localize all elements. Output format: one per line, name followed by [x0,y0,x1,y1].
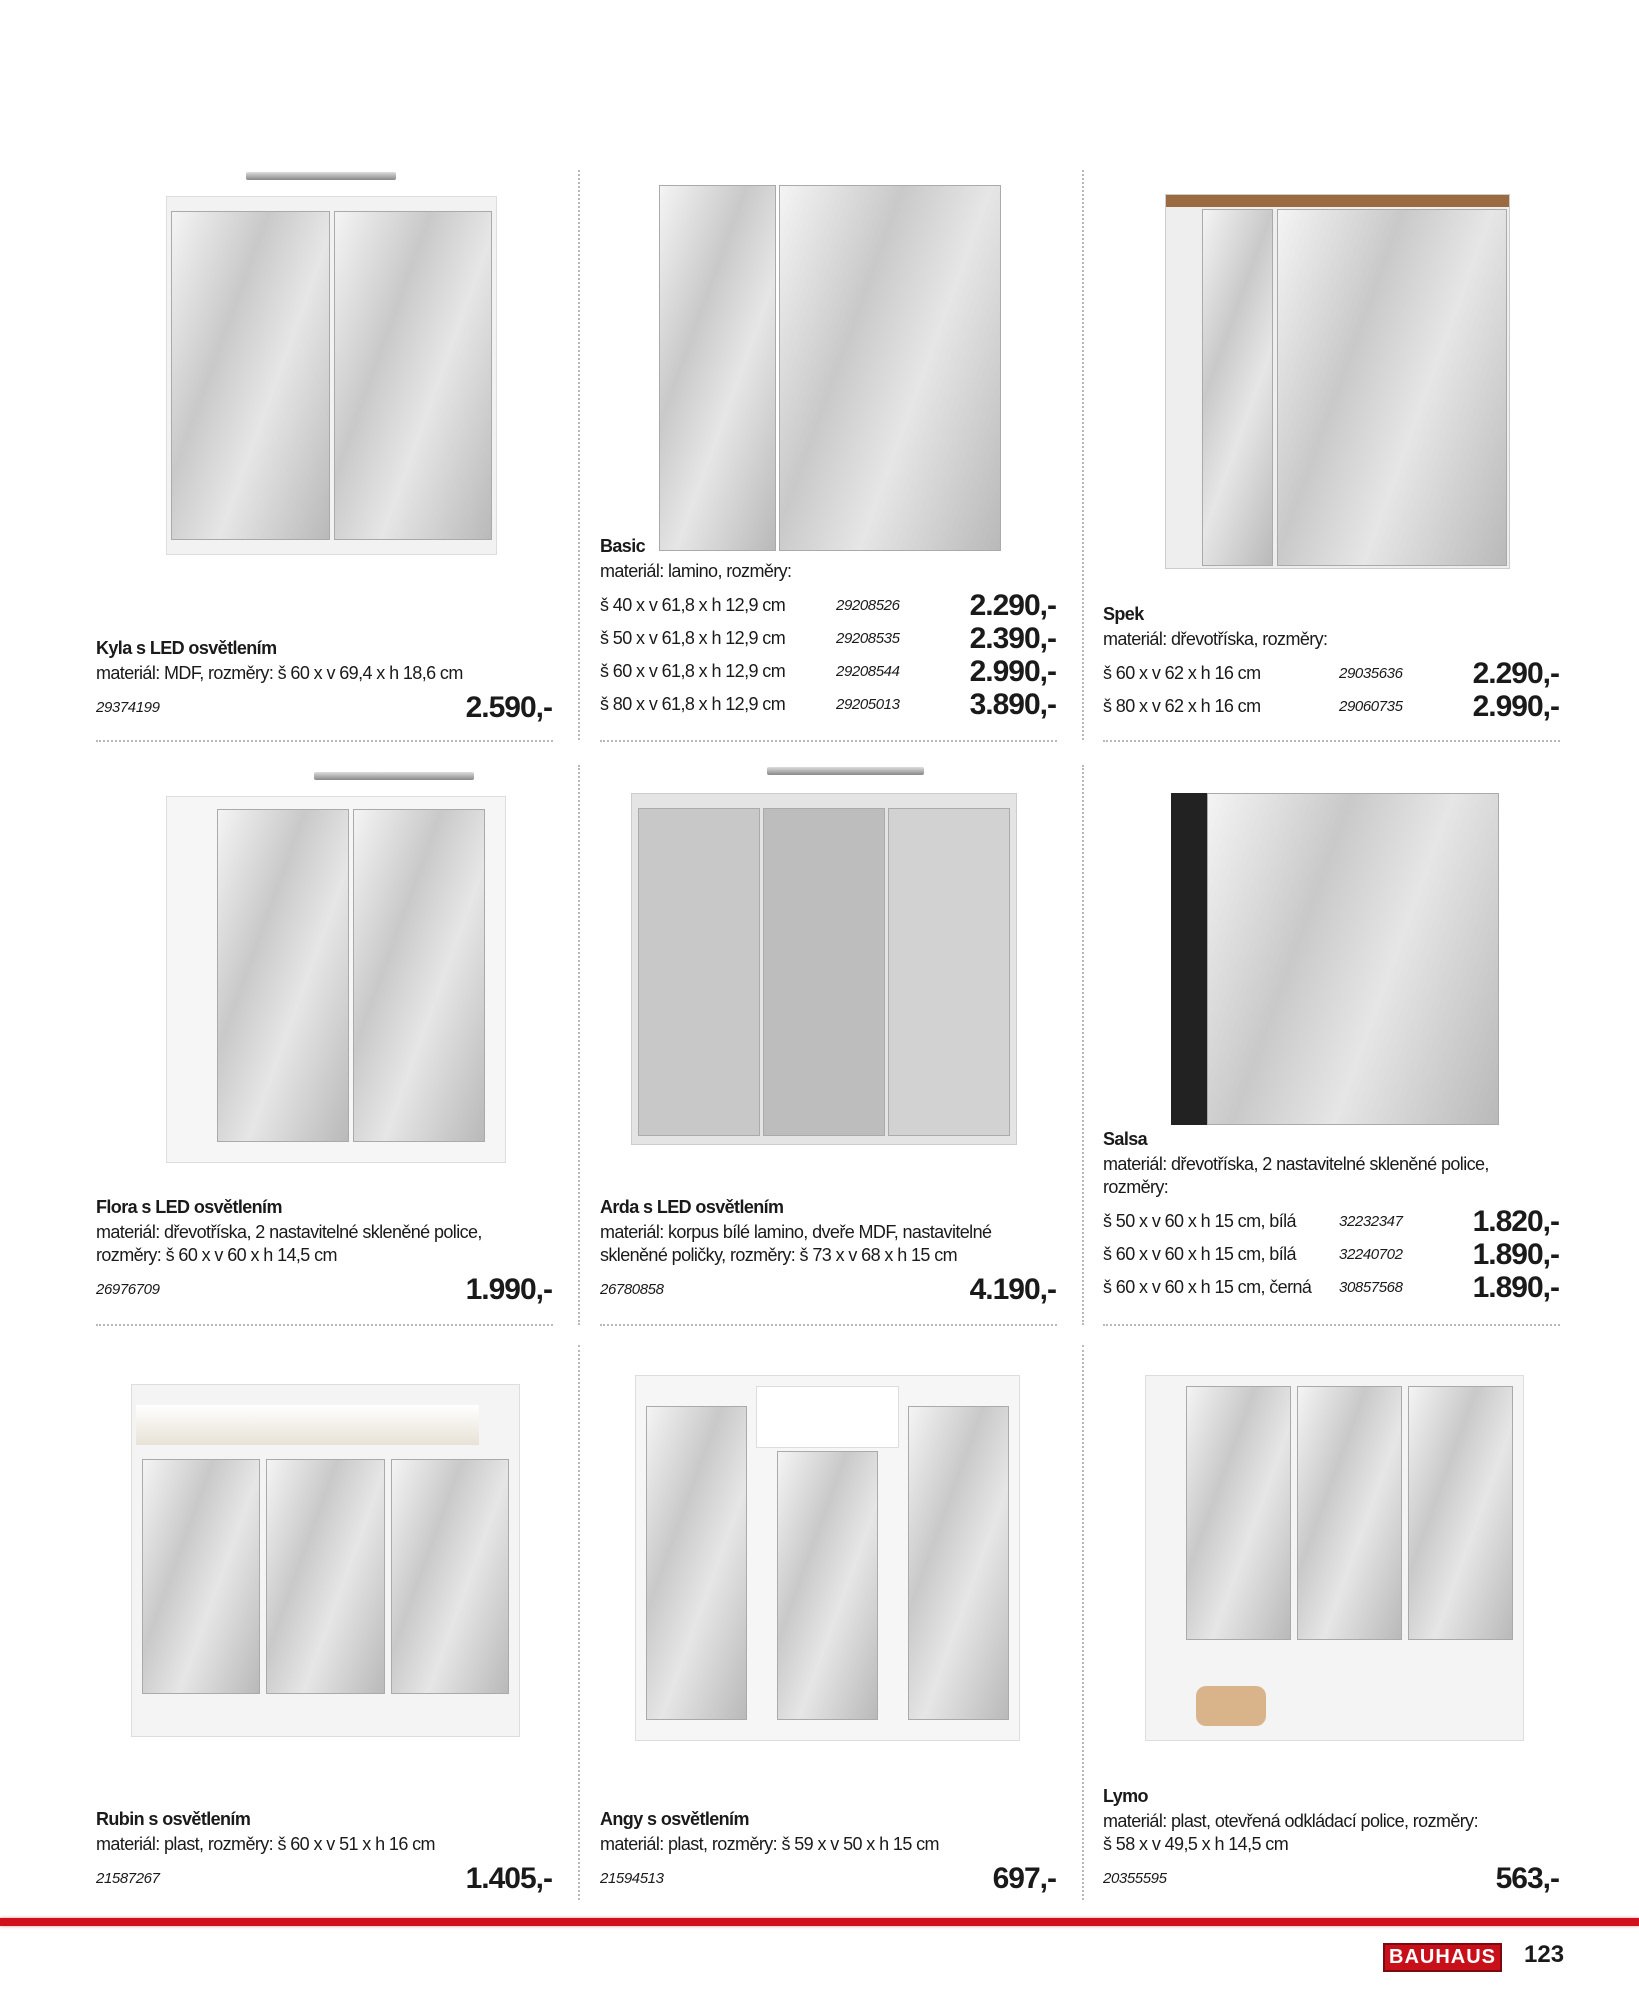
column-divider [578,170,580,740]
article-number: 21594513 [600,1870,664,1887]
product-basic [600,532,1056,721]
product-image-lymo [1145,1375,1524,1741]
price: 2.990,- [969,654,1056,688]
dimensions: š 50 x v 60 x h 15 cm, bílá [1103,1211,1296,1231]
price: 1.890,- [1472,1270,1559,1304]
column-divider [1082,765,1084,1325]
product-image-angy [635,1375,1020,1741]
led-lamp [246,172,396,180]
product-material: materiál: dřevotříska, rozměry: [1103,629,1328,649]
column-divider [1082,1345,1084,1900]
product-material: š 58 x v 49,5 x h 14,5 cm [1103,1834,1289,1854]
column-divider [1082,170,1084,740]
variant-row [1103,1238,1559,1271]
article-number: 21587267 [96,1870,160,1887]
article-number: 29060735 [1339,698,1403,715]
product-title: Flora s LED osvětlením [96,1197,282,1217]
article-number: 30857568 [1339,1279,1403,1296]
article-number: 20355595 [1103,1870,1167,1887]
product-material: materiál: dřevotříska, 2 nastavitelné skleněné police, [1103,1154,1489,1174]
price: 2.290,- [969,588,1056,622]
variant-row [600,589,1056,622]
product-title: Lymo [1103,1786,1148,1806]
product-image-kyla [166,196,497,555]
dimensions: š 60 x v 60 x h 15 cm, bílá [1103,1244,1296,1264]
price: 1.990,- [465,1272,552,1306]
price: 563,- [1495,1861,1559,1895]
product-flora [96,1193,552,1306]
row-divider [1103,1324,1560,1326]
variant-row [600,622,1056,655]
article-number: 29208526 [836,597,900,614]
row-divider [600,740,1057,742]
product-title: Spek [1103,604,1144,624]
dimensions: š 80 x v 61,8 x h 12,9 cm [600,694,786,714]
row-divider [96,1324,553,1326]
product-image-salsa [1171,793,1499,1125]
price-row [96,1273,552,1306]
price: 1.890,- [1472,1237,1559,1271]
product-material: rozměry: š 60 x v 60 x h 14,5 cm [96,1245,337,1265]
product-arda [600,1193,1056,1306]
footer-red-line [0,1918,1639,1926]
price-row [1103,1862,1559,1895]
product-material: materiál: plast, rozměry: š 59 x v 50 x h 15 cm [600,1834,939,1854]
variant-row [600,655,1056,688]
product-material: materiál: plast, otevřená odkládací police, rozměry: [1103,1811,1478,1831]
variant-row [1103,690,1559,723]
product-lymo [1103,1782,1559,1895]
product-image-arda [631,793,1017,1145]
bauhaus-logo: BAUHAUS [1383,1943,1502,1972]
page-number: 123 [1524,1941,1565,1968]
led-lamp [314,772,474,780]
variant-row [600,688,1056,721]
price: 3.890,- [969,687,1056,721]
dimensions: š 50 x v 61,8 x h 12,9 cm [600,628,786,648]
article-number: 26780858 [600,1281,664,1298]
column-divider [578,765,580,1325]
article-number: 29035636 [1339,665,1403,682]
product-angy [600,1805,1056,1895]
row-divider [1103,740,1560,742]
product-material: materiál: dřevotříska, 2 nastavitelné skleněné police, [96,1222,482,1242]
dimensions: š 80 x v 62 x h 16 cm [1103,696,1261,716]
dimensions: š 40 x v 61,8 x h 12,9 cm [600,595,786,615]
dimensions: š 60 x v 61,8 x h 12,9 cm [600,661,786,681]
dimensions: š 60 x v 62 x h 16 cm [1103,663,1261,683]
product-title: Angy s osvětlením [600,1809,749,1829]
article-number: 29374199 [96,699,160,716]
article-number: 32240702 [1339,1246,1403,1263]
variant-row [1103,657,1559,690]
product-material: materiál: lamino, rozměry: [600,561,792,581]
article-number: 29208535 [836,630,900,647]
product-spek [1103,600,1559,723]
row-divider [96,740,553,742]
product-image-basic [659,185,1001,551]
price: 2.990,- [1472,689,1559,723]
product-title: Arda s LED osvětlením [600,1197,784,1217]
product-material: rozměry: [1103,1177,1169,1197]
price: 1.820,- [1472,1204,1559,1238]
price: 2.390,- [969,621,1056,655]
product-salsa [1103,1125,1559,1304]
variant-row [1103,1205,1559,1238]
product-material: materiál: MDF, rozměry: š 60 x v 69,4 x h 18,6 cm [96,663,463,683]
row-divider [600,1324,1057,1326]
price-row [600,1862,1056,1895]
product-title: Basic [600,536,646,556]
product-title: Kyla s LED osvětlením [96,638,277,658]
price: 2.590,- [465,690,552,724]
price: 2.290,- [1472,656,1559,690]
price: 1.405,- [465,1861,552,1895]
price-row [96,1862,552,1895]
price-row [600,1273,1056,1306]
dimensions: š 60 x v 60 x h 15 cm, černá [1103,1277,1312,1297]
product-image-spek [1165,194,1510,569]
product-image-rubin [131,1384,520,1737]
price-row [96,691,552,724]
led-lamp [767,767,924,775]
product-title: Rubin s osvětlením [96,1809,251,1829]
product-material: materiál: korpus bílé lamino, dveře MDF, nastavitelné [600,1222,992,1242]
article-number: 26976709 [96,1281,160,1298]
variant-row [1103,1271,1559,1304]
product-title: Salsa [1103,1129,1148,1149]
product-kyla [96,634,552,724]
product-material: materiál: plast, rozměry: š 60 x v 51 x h 16 cm [96,1834,435,1854]
product-material: skleněné poličky, rozměry: š 73 x v 68 x h 15 cm [600,1245,958,1265]
column-divider [578,1345,580,1900]
price: 4.190,- [969,1272,1056,1306]
article-number: 29205013 [836,696,900,713]
product-image-flora [166,796,506,1163]
product-rubin [96,1805,552,1895]
article-number: 29208544 [836,663,900,680]
price: 697,- [992,1861,1056,1895]
article-number: 32232347 [1339,1213,1403,1230]
